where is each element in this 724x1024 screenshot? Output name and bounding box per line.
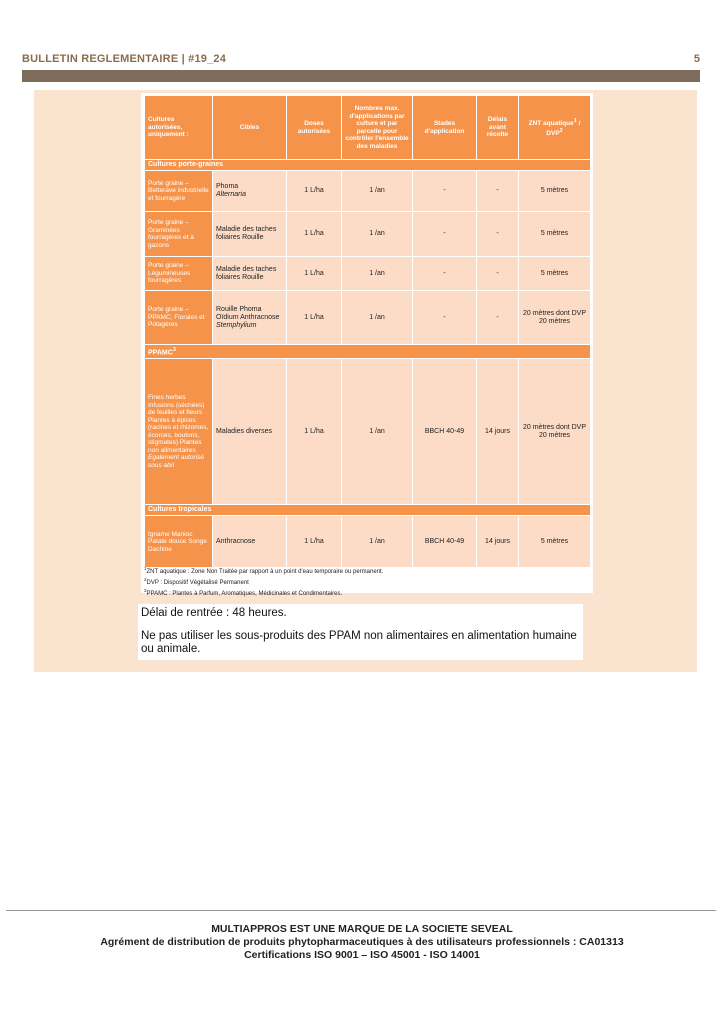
col-header-stages: Stades d'application [413, 96, 477, 160]
max-apps-cell: 1 /an [342, 212, 413, 257]
targets-cell: Maladie des taches foliaires Rouille [213, 257, 287, 291]
stages-cell: - [413, 291, 477, 345]
table-row [145, 291, 591, 345]
dose-cell: 1 L/ha [287, 171, 342, 212]
table-row [145, 516, 591, 568]
footnote-ppamc: $^3$PPAMC : Plantes à Parfum, Aromatiques, Médicinales et Condimentaires. [144, 588, 343, 597]
table-header-row [145, 96, 591, 160]
stages-cell: - [413, 212, 477, 257]
max-apps-cell: 1 /an [342, 516, 413, 568]
stages-cell: - [413, 257, 477, 291]
znt-cell: 5 mètres [519, 171, 591, 212]
usage-table [144, 95, 591, 568]
col-header-max-apps: Nombres max. d'applications par culture et par parcelle pour contrôler l'ensemble des maladies [342, 96, 413, 160]
table-row [145, 257, 591, 291]
targets-cell: Maladie des taches foliaires Rouille [213, 212, 287, 257]
targets-cell: Anthracnose [213, 516, 287, 568]
bulletin-title: BULLETIN REGLEMENTAIRE | #19_24 [22, 53, 227, 65]
col-header-znt [519, 96, 591, 160]
dose-cell: 1 L/ha [287, 359, 342, 505]
crop-cell: Fines herbes Infusions (séchées) de feuilles et fleurs Plantes à épices (racines et rhizomes, écorces, boutons, stigmates) Plantes non alimentaires Egalement autorisé sous abri [145, 359, 213, 505]
byproducts-warning-text: Ne pas utiliser les sous-produits des PPAM non alimentaires en alimentation humaine ou animale. [141, 630, 577, 655]
crop-cell: Porte graine – Légumineuses fourragères [145, 257, 213, 291]
reentry-delay-text: Délai de rentrée : 48 heures. [141, 607, 287, 619]
targets-cell: Maladies diverses [213, 359, 287, 505]
znt-cell: 5 mètres [519, 516, 591, 568]
page-number: 5 [693, 53, 700, 65]
znt-label: ZNT aquatique [528, 120, 574, 127]
crop-cell: Porte graine – Graminées fourragères et à gazons [145, 212, 213, 257]
stages-cell: BBCH 40-49 [413, 516, 477, 568]
targets-cell: Rouille Phoma Oïdium Anthracnose Stemphylium [213, 291, 287, 345]
col-header-doses: Doses autorisées [287, 96, 342, 160]
max-apps-cell: 1 /an [342, 171, 413, 212]
delay-cell: - [477, 257, 519, 291]
crop-cell: Igname Manioc Patate douce Songe Dachine [145, 516, 213, 568]
dose-cell: 1 L/ha [287, 291, 342, 345]
section-row [145, 160, 591, 171]
delay-cell: - [477, 291, 519, 345]
footnote-znt: $^1$ZNT aquatique : Zone Non Traitée par rapport à un point d'eau temporaire ou permanent. [144, 566, 384, 575]
delay-cell: - [477, 171, 519, 212]
znt-cell: 20 mètres dont DVP 20 mètres [519, 291, 591, 345]
footer-agreement: Agrément de distribution de produits phytopharmaceutiques à des utilisateurs professionnels : CA01313 [100, 936, 624, 948]
col-header-crops: Cultures autorisées, uniquement : [145, 96, 213, 160]
znt-cell: 5 mètres [519, 257, 591, 291]
max-apps-cell: 1 /an [342, 359, 413, 505]
section-title: Cultures porte-graines [145, 160, 591, 171]
targets-cell: Phoma Alternaria [213, 171, 287, 212]
znt-cell: 20 mètres dont DVP 20 mètres [519, 359, 591, 505]
section-title: PPAMC$^3$ [145, 345, 591, 359]
footer-certifications: Certifications ISO 9001 – ISO 45001 - ISO 14001 [244, 949, 480, 961]
page-footer [0, 923, 724, 962]
footer-brand: MULTIAPPROS EST UNE MARQUE DE LA SOCIETE SEVEAL [211, 923, 513, 935]
section-row [145, 345, 591, 359]
znt-cell: 5 mètres [519, 212, 591, 257]
znt-sup: 1 [573, 117, 577, 124]
crop-cell: Porte graine – PPAMC, Florales et Potagères [145, 291, 213, 345]
col-header-targets: Cibles [213, 96, 287, 160]
dvp-sup: 2 [559, 127, 563, 134]
dose-cell: 1 L/ha [287, 257, 342, 291]
max-apps-cell: 1 /an [342, 291, 413, 345]
table-footnotes [144, 565, 590, 598]
footnote-dvp: $^2$DVP : Dispositif Végétalisé Permanent [144, 577, 249, 586]
reentry-notice [138, 604, 583, 660]
table-row [145, 212, 591, 257]
col-header-delay: Délais avant récolte [477, 96, 519, 160]
stages-cell: - [413, 171, 477, 212]
dvp-label: / DVP [546, 120, 581, 137]
stages-cell: BBCH 40-49 [413, 359, 477, 505]
delay-cell: 14 jours [477, 516, 519, 568]
delay-cell: 14 jours [477, 359, 519, 505]
dose-cell: 1 L/ha [287, 212, 342, 257]
table-row [145, 359, 591, 505]
header-bar [22, 70, 700, 82]
crop-cell: Porte graine – Betterave industrielle et fourragère [145, 171, 213, 212]
table-row [145, 171, 591, 212]
footer-divider [6, 910, 716, 911]
section-title: Cultures tropicales [145, 505, 591, 516]
section-row [145, 505, 591, 516]
delay-cell: - [477, 212, 519, 257]
max-apps-cell: 1 /an [342, 257, 413, 291]
dose-cell: 1 L/ha [287, 516, 342, 568]
